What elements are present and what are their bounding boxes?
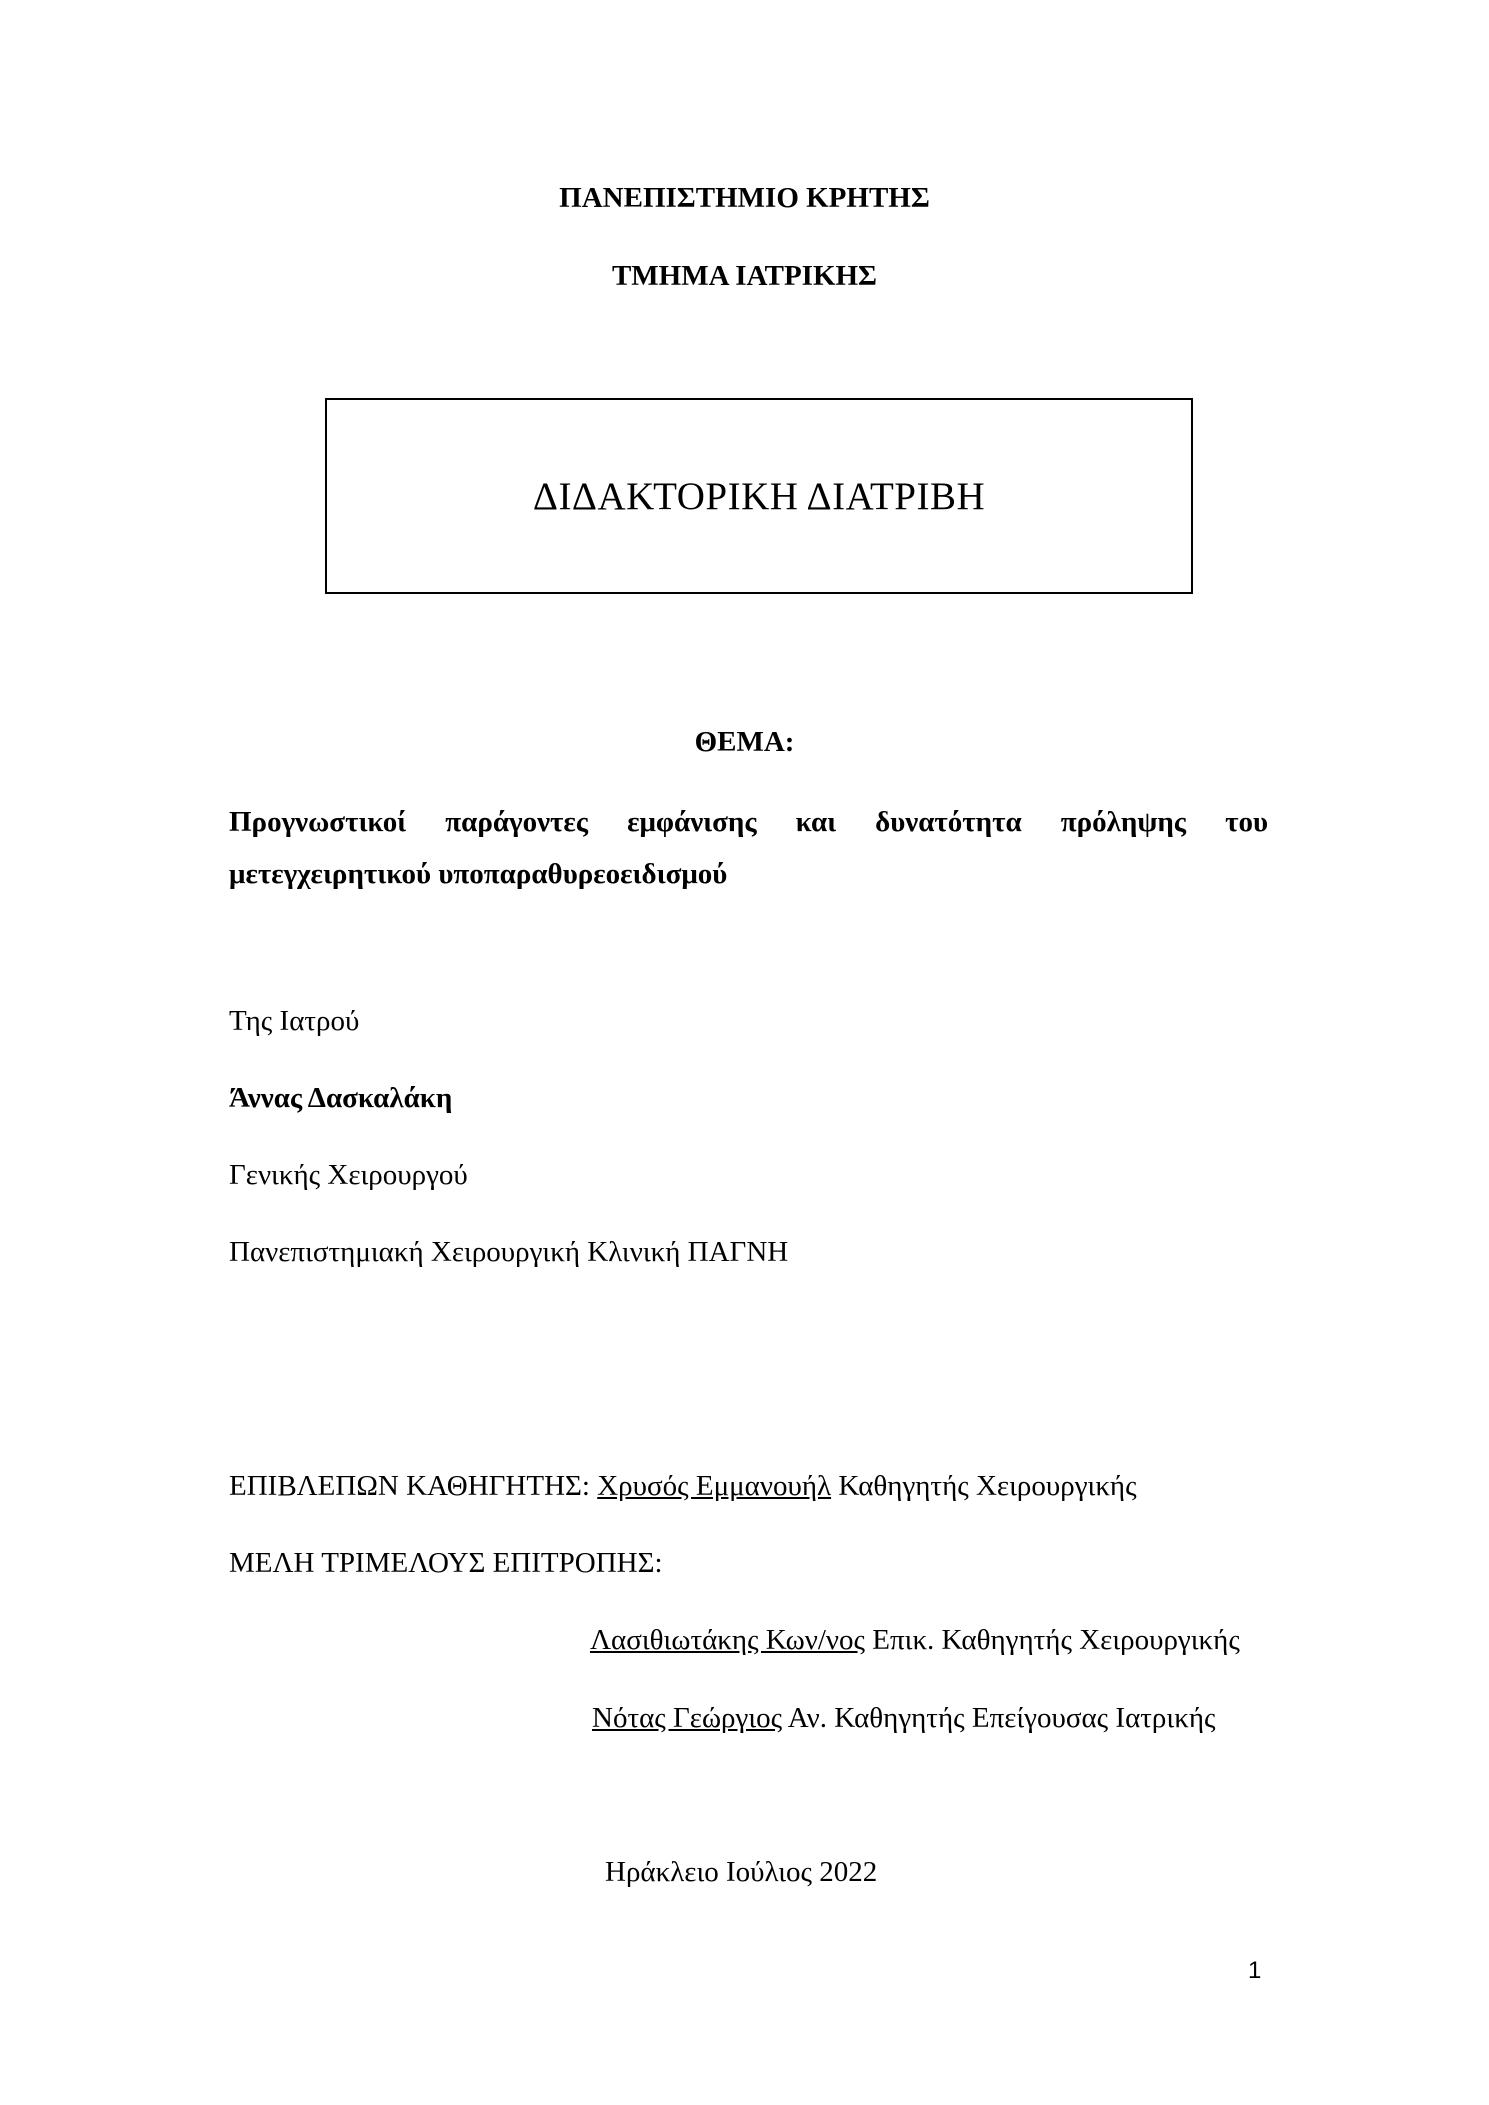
supervisor-name: Χρυσός Εμμανουήλ (597, 1470, 832, 1502)
topic-line-1: Προγνωστικοί παράγοντες εμφάνισης και δυνατότητα πρόληψης του (229, 806, 1268, 838)
committee-member-name: Νότας Γεώργιος (592, 1702, 783, 1734)
committee-member-role: Αν. Καθηγητής Επείγουσας Ιατρικής (787, 1702, 1216, 1734)
author-intro: Της Ιατρού (229, 1005, 360, 1037)
committee-label: ΜΕΛΗ ΤΡΙΜΕΛΟΥΣ ΕΠΙΤΡΟΠΗΣ: (229, 1547, 663, 1579)
place-date: Ηράκλειο Ιούλιος 2022 (605, 1856, 878, 1888)
committee-member-role: Επικ. Καθηγητής Χειρουργικής (872, 1624, 1240, 1656)
supervisor-label: ΕΠΙΒΛΕΠΩΝ ΚΑΘΗΓΗΤΗΣ: (229, 1470, 590, 1502)
committee-member (590, 1622, 1240, 1658)
committee-member-name: Λασιθιωτάκης Κων/νος (590, 1624, 866, 1656)
university-name: ΠΑΝΕΠΙΣΤΗΜΙΟ ΚΡΗΤΗΣ (559, 182, 930, 214)
thesis-title: ΔΙΔΑΚΤΟΡΙΚΗ ΔΙΑΤΡΙΒΗ (532, 474, 986, 518)
department-name: ΤΜΗΜΑ ΙΑΤΡΙΚΗΣ (611, 260, 878, 292)
topic-label: ΘΕΜΑ: (694, 726, 795, 758)
supervisor-line (229, 1468, 1137, 1504)
committee-member (592, 1700, 1215, 1736)
supervisor-role: Καθηγητής Χειρουργικής (838, 1470, 1137, 1502)
page-number: 1 (1248, 1957, 1262, 1984)
thesis-title-box (325, 398, 1193, 594)
author-name: Άννας Δασκαλάκη (229, 1082, 453, 1114)
topic-line-2: μετεγχειρητικού υποπαραθυρεοειδισμού (229, 858, 728, 890)
topic-text (229, 796, 1268, 900)
author-clinic: Πανεπιστημιακή Χειρουργική Κλινική ΠΑΓΝΗ (229, 1236, 789, 1268)
author-specialty: Γενικής Χειρουργού (229, 1159, 468, 1191)
